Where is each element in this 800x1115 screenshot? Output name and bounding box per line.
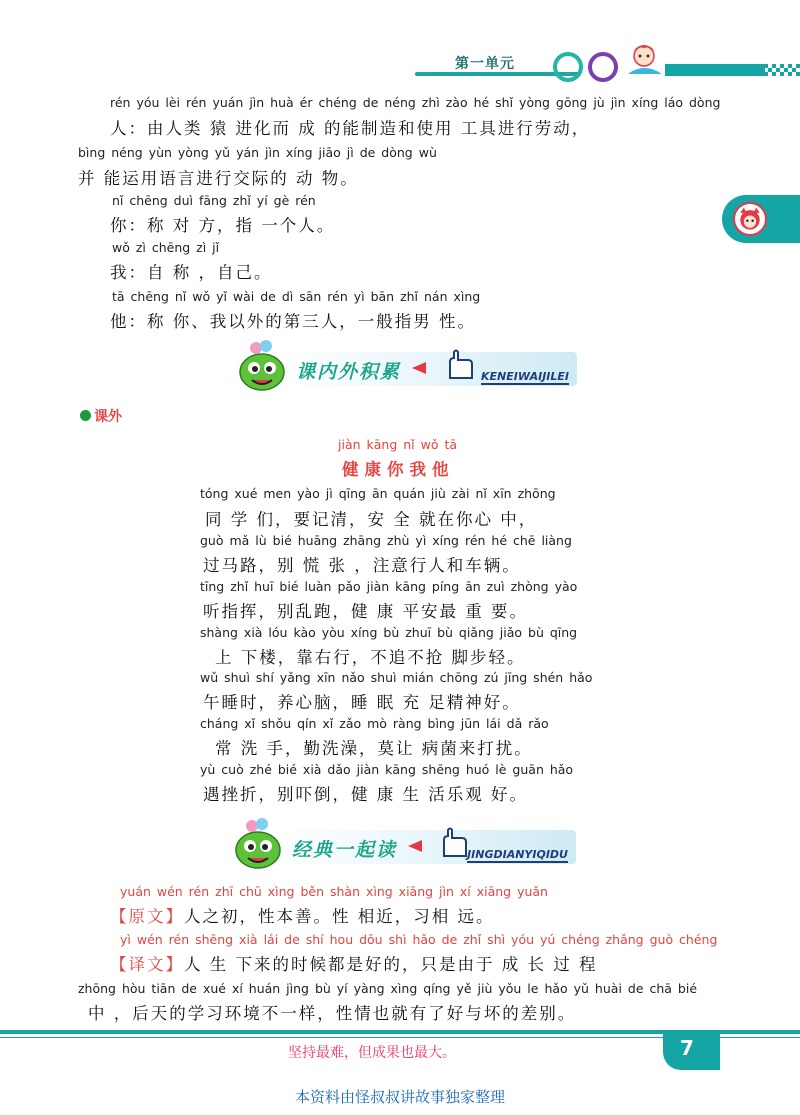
original-line bbox=[110, 903, 495, 927]
banner-english: JINGDIANYIQIDU bbox=[467, 848, 568, 861]
banner-extracurricular bbox=[232, 340, 577, 392]
translation-cont-pinyin: zhōng hòu tiān de xué xí huán jìng bù yí yàng xìng qíng yě jiù yǒu le hǎo yǔ huài de chā bié bbox=[78, 981, 698, 996]
poem-line: 同 学 们，要记清，安 全 就在你心 中， bbox=[205, 510, 538, 529]
poem-line: 听指挥，别乱跑，健 康 平安最 重 要。 bbox=[203, 602, 528, 621]
unit-title: 第一单元 bbox=[455, 56, 515, 72]
poem-line: 常 洗 手，勤洗澡，莫让 病菌来打扰。 bbox=[215, 739, 533, 758]
pinyin-line: rén yóu lèi rén yuán jìn huà ér chéng de néng zhì zào hé shǐ yòng gōng jù jìn xíng láo dòng bbox=[110, 95, 721, 110]
translation-pinyin bbox=[120, 932, 717, 947]
banner-heading: 课内外积累 bbox=[296, 361, 402, 383]
translation-pinyin-text: yì wén rén shēng xià lái de shí hou dōu shì hǎo de zhǐ shì yóu yú chéng zhǎng guò chéng bbox=[120, 932, 718, 947]
definition-ren-cont: 并 能运用语言进行交际的 动 物。 bbox=[78, 169, 359, 188]
original-text: 人之初，性本善。性 相近，习相 远。 bbox=[184, 907, 495, 926]
poem-title-pinyin: jiàn kāng nǐ wǒ tā bbox=[338, 437, 458, 452]
pinyin-line: wǒ zì chēng zì jǐ bbox=[112, 240, 220, 255]
poem-line: 上 下楼，靠右行，不追不抢 脚步轻。 bbox=[215, 648, 526, 667]
translation-cont-line: 中 ，后天的学习环境不一样，性情也就有了好与坏的差别。 bbox=[88, 1004, 577, 1023]
definition-ta: 他：称 你、我以外的第三人，一般指男 性。 bbox=[110, 312, 476, 331]
purple-ring-icon bbox=[588, 52, 618, 82]
poem-pinyin-line: yù cuò zhé bié xià dǎo jiàn kāng shēng huó lè guān hǎo bbox=[200, 762, 574, 777]
original-pinyin-text: yuán wén rén zhī chū xìng běn shàn xìng xiāng jìn xí xiāng yuǎn bbox=[120, 884, 548, 899]
translation-text: 人 生 下来的时候都是好的，只是由于 成 长 过 程 bbox=[184, 955, 598, 974]
girl-mascot-icon bbox=[622, 40, 666, 78]
translation-label: 【译文】 bbox=[110, 955, 184, 974]
original-label: 【原文】 bbox=[110, 907, 184, 926]
green-bullet-icon bbox=[80, 410, 91, 421]
definition-wo: 我：自 称 ，自己。 bbox=[110, 263, 273, 282]
section-label: 课外 bbox=[94, 409, 122, 425]
pinyin-line: nǐ chēng duì fāng zhǐ yí gè rén bbox=[112, 193, 316, 208]
green-monster-mascot-icon bbox=[228, 818, 288, 870]
original-pinyin bbox=[120, 884, 548, 899]
page-number: 7 bbox=[680, 1036, 694, 1060]
banner-classic-reading bbox=[228, 818, 576, 870]
translation-line bbox=[110, 951, 597, 975]
green-monster-mascot-icon bbox=[232, 340, 292, 392]
teal-ring-icon bbox=[553, 52, 583, 82]
poem-line: 遇挫折，别吓倒，健 康 生 活乐观 好。 bbox=[203, 785, 528, 804]
poem-pinyin-line: tóng xué men yào jì qīng ān quán jiù zài nǐ xīn zhōng bbox=[200, 486, 556, 501]
pinyin-line: tā chēng nǐ wǒ yǐ wài de dì sān rén yì bān zhǐ nán xìng bbox=[112, 289, 481, 304]
poem-pinyin-line: shàng xià lóu kào yòu xíng bù zhuī bù qiǎng jiǎo bù qīng bbox=[200, 625, 578, 640]
poem-pinyin-line: wǔ shuì shí yǎng xīn nǎo shuì mián chōng zú jīng shén hǎo bbox=[200, 670, 593, 685]
banner-heading: 经典一起读 bbox=[292, 839, 398, 861]
poem-pinyin-line: guò mǎ lù bié huāng zhāng zhù yì xíng rén hé chē liàng bbox=[200, 533, 572, 548]
poem-pinyin-line: tīng zhǐ huī bié luàn pǎo jiàn kāng píng ān zuì zhòng yào bbox=[200, 579, 578, 594]
poem-line: 过马路，别 慌 张 ，注意行人和车辆。 bbox=[203, 556, 521, 575]
definition-ren: 人：由人类 猿 进化而 成 的能制造和使用 工具进行劳动， bbox=[110, 119, 591, 138]
header-teal-bar bbox=[665, 64, 765, 76]
fox-mascot-icon bbox=[733, 202, 767, 236]
poem-pinyin-line: cháng xǐ shǒu qín xǐ zǎo mò ràng bìng jūn lái dǎ rǎo bbox=[200, 716, 549, 731]
poem-title: 健康你我他 bbox=[342, 460, 455, 479]
definition-ni: 你：称 对 方，指 一个人。 bbox=[110, 216, 336, 235]
footer-motto: 坚持最难，但成果也最大。 bbox=[288, 1045, 456, 1061]
pointing-hand-icon bbox=[444, 348, 478, 384]
red-arrow-icon bbox=[408, 840, 422, 852]
poem-line: 午睡时，养心脑，睡 眠 充 足精神好。 bbox=[203, 693, 521, 712]
header-checker-pattern bbox=[760, 64, 800, 76]
banner-english: KENEIWAIJILEI bbox=[481, 370, 569, 383]
red-arrow-icon bbox=[412, 362, 426, 374]
credit-line: 本资料由怪叔叔讲故事独家整理 bbox=[294, 1088, 505, 1106]
pinyin-line: bìng néng yùn yòng yǔ yán jìn xíng jiāo jì de dòng wù bbox=[78, 145, 437, 160]
